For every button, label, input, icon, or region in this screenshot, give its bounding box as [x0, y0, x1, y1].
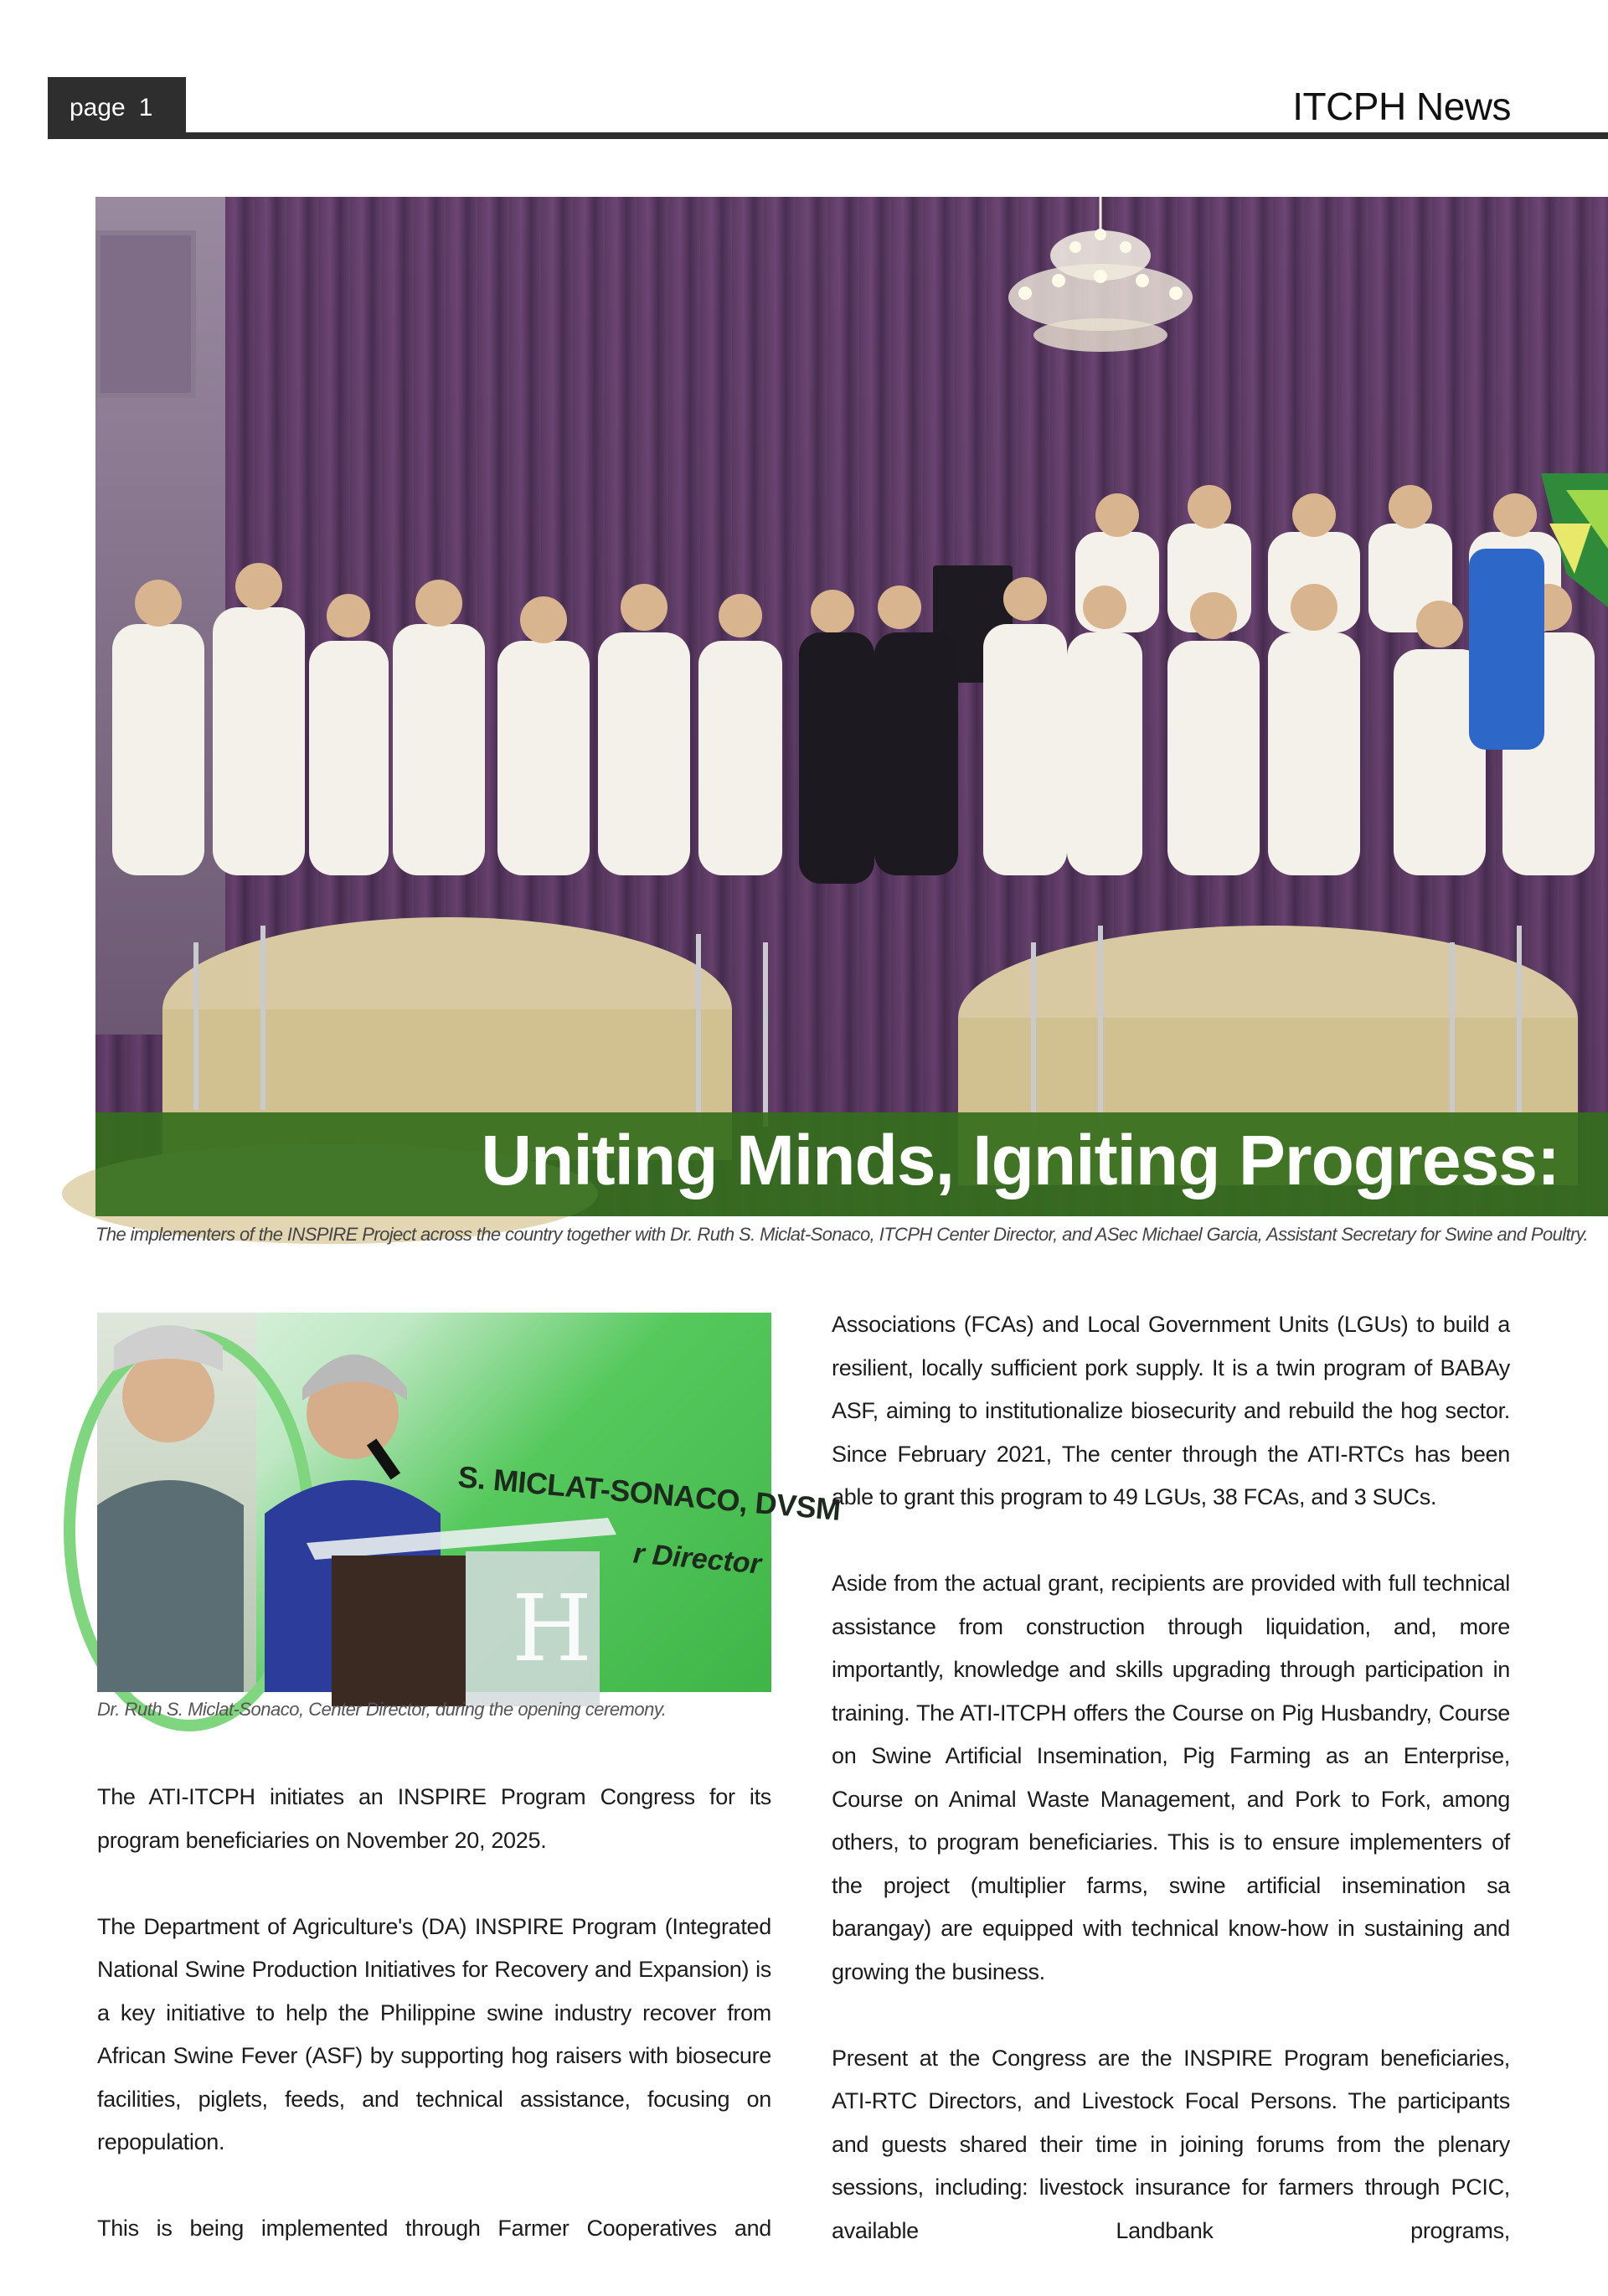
- article-paragraph: The ATI-ITCPH initiates an INSPIRE Program Congress for its program beneficiaries on November 20, 2025.: [97, 1784, 771, 1853]
- article-paragraph: Present at the Congress are the INSPIRE Program beneficiaries, ATI-RTC Directors, and Livestock Focal Persons. The participants and guests shared their time in joining forums from the plenary sessions, including: livestock insurance for farmers through PCIC, available Landbank programs,: [832, 2045, 1510, 2243]
- speaker-photo: [97, 1313, 843, 1692]
- article-paragraph: This is being implemented through Farmer Cooperatives and: [97, 2216, 771, 2241]
- hero-title-banner: [95, 1112, 1608, 1216]
- article-headline: Uniting Minds, Igniting Progress:: [481, 1121, 1559, 1200]
- chandelier-graphic: [992, 197, 1209, 356]
- header-rule: [48, 132, 1608, 139]
- screen-name-text: S. MICLAT-SONACO, DVSM: [456, 1459, 843, 1527]
- hero-photo-caption: The implementers of the INSPIRE Project across the country together with Dr. Ruth S. Miclat-Sonaco, ITCPH Center Director, and ASec Michael Garcia, Assistant Secretary for Swine and Poultry.: [95, 1224, 1589, 1245]
- screen-title-text: r Director: [631, 1537, 763, 1581]
- podium-graphic: [307, 1518, 616, 1702]
- page-number: 1: [138, 94, 153, 121]
- article-paragraph: Aside from the actual grant, recipients are provided with full technical assistance from construction through liquidation, and, more importantly, knowledge and skills upgrading through participation in training. The ATI-ITCPH offers the Course on Pig Husbandry, Course on Swine Artificial Insemination, Pig Farming as an Enterprise, Course on Animal Waste Management, and Pork to Fork, among others, to program beneficiaries. This is to ensure implementers of the project (multiplier farms, swine artificial insemination sa barangay) are equipped with technical know-how in sustaining and growing the business.: [832, 1571, 1510, 1984]
- publication-title: ITCPH News: [1292, 85, 1511, 128]
- article-column-right: [832, 1303, 1510, 2296]
- group-photo-people: [95, 515, 1608, 917]
- article-column-left: [97, 1776, 771, 2293]
- page-number-tab: [48, 77, 186, 139]
- article-paragraph: Associations (FCAs) and Local Government Units (LGUs) to build a resilient, locally sufficient pork supply. It is a twin program of BABAy ASF, aiming to institutionalize biosecurity and rebuild the hog sector. Since February 2021, The center through the ATI-RTCs has been able to grant this program to 49 LGUs, 38 FCAs, and 3 SUCs.: [832, 1312, 1510, 1509]
- speaker-photo-caption: Dr. Ruth S. Miclat-Sonaco, Center Director, during the opening ceremony.: [97, 1699, 667, 1720]
- article-paragraph: The Department of Agriculture's (DA) INSPIRE Program (Integrated National Swine Production Initiatives for Recovery and Expansion) is a key initiative to help the Philippine swine industry recover from African Swine Fever (ASF) by supporting hog raisers with biosecure facilities, piglets, feeds, and technical assistance, focusing on repopulation.: [97, 1913, 771, 2154]
- page-label: page: [70, 94, 126, 121]
- hero-photo: [95, 197, 1608, 1216]
- svg-text:H: H: [512, 1575, 592, 1682]
